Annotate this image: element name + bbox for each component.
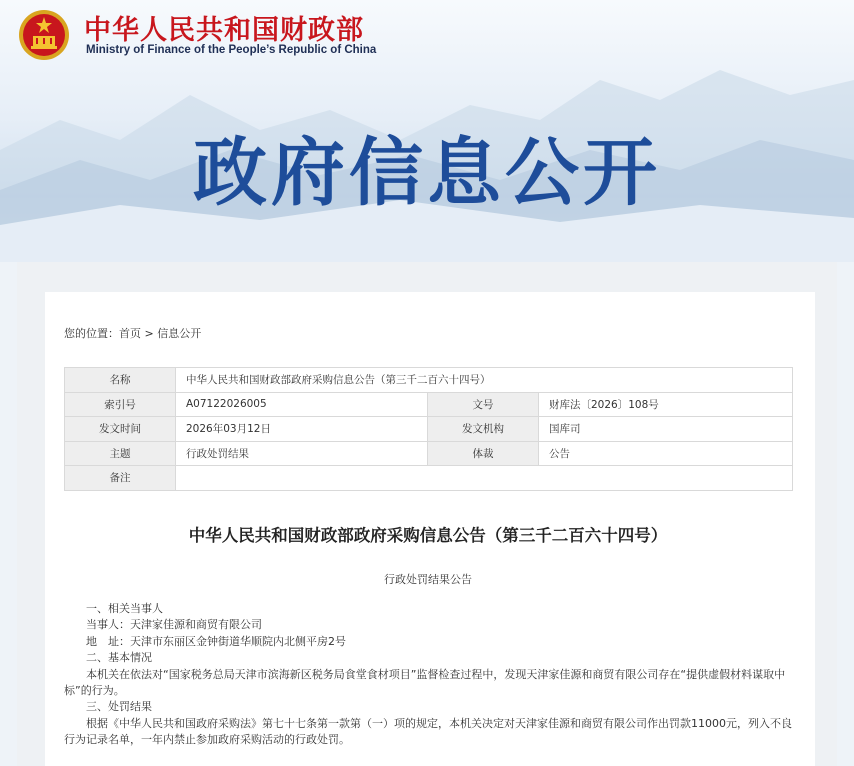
section-heading: 三、处罚结果 [86,700,152,714]
table-row [65,392,793,417]
breadcrumb-current-link[interactable]: 信息公开 [157,327,202,340]
penalty-paragraph: 根据《中华人民共和国政府采购法》第七十七条第一款第（一）项的规定，本机关决定对天津家佳源和商贸有限公司作出罚款11000元，列入不良行为记录名单，一年内禁止参加政府采购活动的行政处罚。 [64,716,792,747]
date-value: 2026年03月12日 [176,417,428,442]
ministry-name-en: Ministry of Finance of the People’s Republic of China [86,44,377,56]
topic-value: 行政处罚结果 [176,441,428,466]
remark-label: 备注 [65,466,176,491]
national-emblem-icon [18,9,70,61]
article-body [64,601,796,749]
breadcrumb-separator: > [144,327,154,340]
article-subtitle: 行政处罚结果公告 [384,573,472,586]
docno-value: 财库法〔2026〕108号 [539,392,793,417]
docno-label: 文号 [428,392,539,417]
index-label: 索引号 [65,392,176,417]
date-label: 发文时间 [65,417,176,442]
table-row [65,417,793,442]
section-heading: 二、基本情况 [86,651,152,665]
article-title: 中华人民共和国财政部政府采购信息公告（第三千二百六十四号） [188,526,668,545]
genre-value: 公告 [539,441,793,466]
facts-paragraph: 本机关在依法对“国家税务总局天津市滨海新区税务局食堂食材项目”监督检查过程中，发现天津家佳源和商贸有限公司存在“提供虚假材料谋取中标”的行为。 [64,667,786,698]
index-value: A07122026005 [176,392,428,417]
org-label: 发文机构 [428,417,539,442]
table-row [65,466,793,491]
genre-label: 体裁 [428,441,539,466]
breadcrumb-home-link[interactable]: 首页 [119,327,141,340]
party-address: 地 址：天津市东丽区金钟街道华顺院内北侧平房2号 [86,634,346,648]
name-label: 名称 [65,368,176,393]
table-row [65,368,793,393]
table-row [65,441,793,466]
header-banner [0,0,854,262]
document-metadata-table [64,367,793,491]
remark-value [176,466,793,491]
name-value: 中华人民共和国财政部政府采购信息公告（第三千二百六十四号） [176,368,793,393]
breadcrumb [64,325,201,341]
party-name: 当事人：天津家佳源和商贸有限公司 [86,618,262,632]
section-title: 政府信息公开 [193,130,661,216]
org-value: 国库司 [539,417,793,442]
topic-label: 主题 [65,441,176,466]
section-heading: 一、相关当事人 [86,602,163,615]
breadcrumb-prefix: 您的位置： [64,327,119,340]
ministry-name-cn[interactable]: 中华人民共和国财政部 [84,15,364,46]
